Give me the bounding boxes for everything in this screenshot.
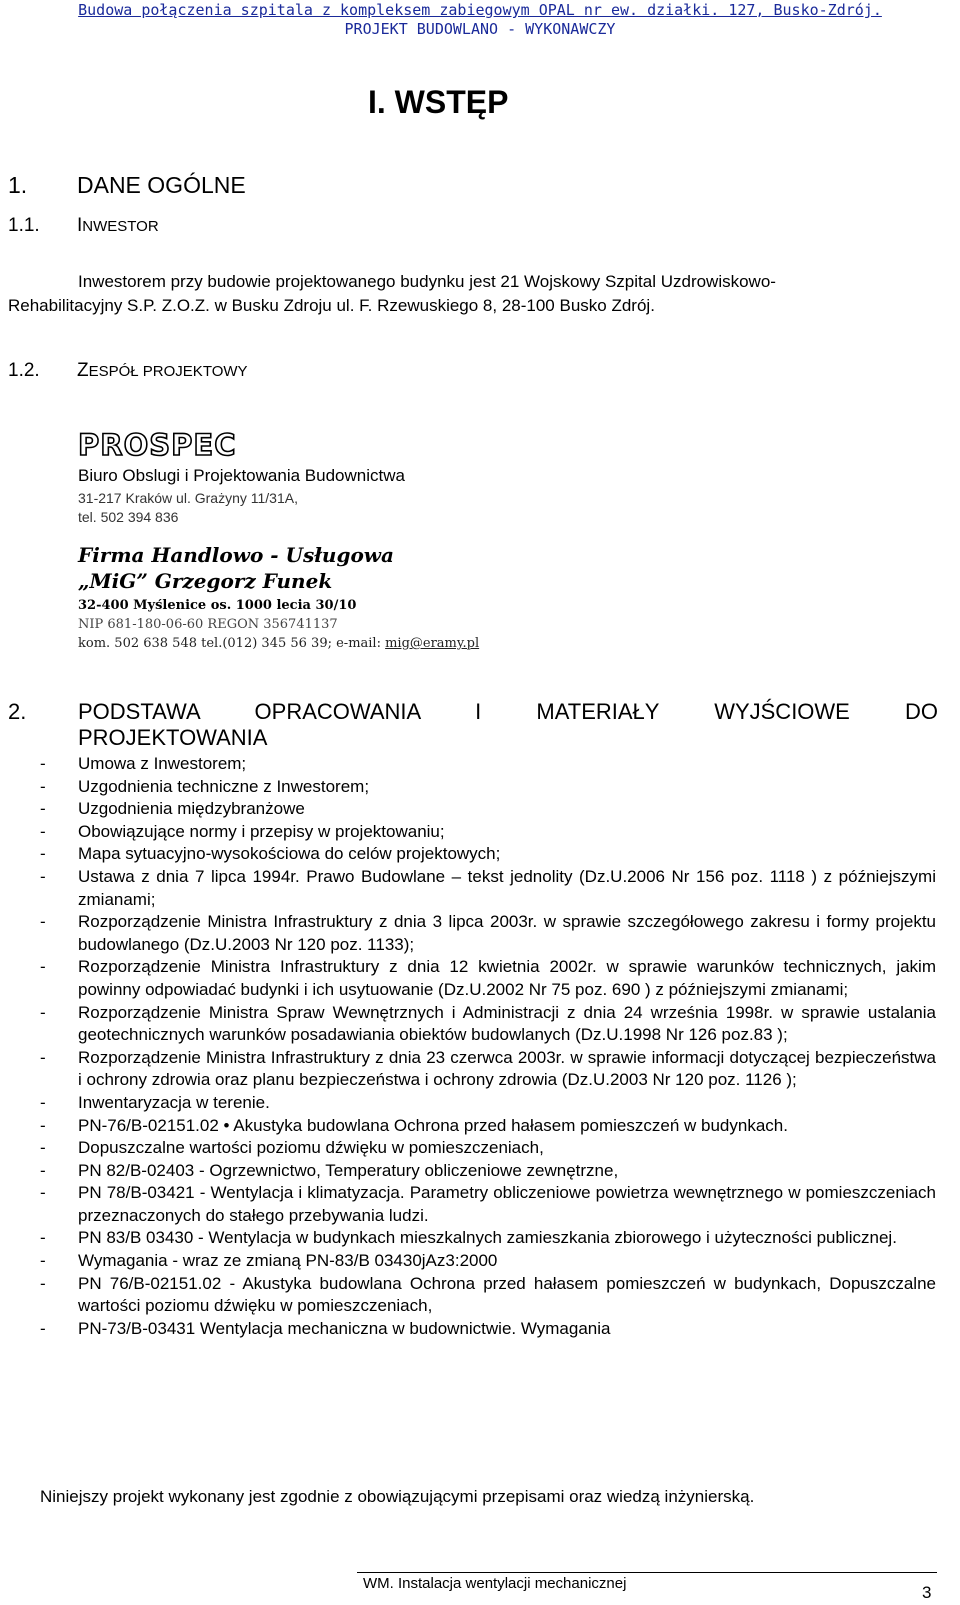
firma-name: „MiG” Grzegorz Funek [78, 569, 333, 593]
footer-divider [357, 1572, 937, 1573]
subsection-1-1-number: 1.1. [8, 215, 40, 236]
subsection-1-2-heading [8, 360, 248, 382]
closing-statement: Niniejszy projekt wykonany jest zgodnie z obowiązującymi przepisami oraz wiedzą inżynierską. [40, 1487, 755, 1506]
prospec-logo: PROSPEC [78, 428, 237, 462]
section-1-title: DANE OGÓLNE [77, 172, 246, 198]
list-item: - PN 78/B-03421 - Wentylacja i klimatyzacja. Parametry obliczeniowe powietrza wewnętrznego w pomieszczeniach przeznaczonych do stałego przebywania ludzi. [36, 1182, 936, 1227]
footer-document-title: WM. Instalacja wentylacji mechanicznej [363, 1575, 627, 1592]
page-number: 3 [922, 1583, 932, 1602]
list-item: - Inwentaryzacja w terenie. [36, 1092, 936, 1115]
subsection-1-1-title: INWESTOR [77, 215, 159, 236]
section-1-heading [8, 172, 246, 199]
firma-contact [78, 636, 479, 651]
list-item: - Mapa sytuacyjno-wysokościowa do celów projektowych; [36, 843, 936, 866]
list-item: - Rozporządzenie Ministra Spraw Wewnętrznych i Administracji z dnia 24 września 1998r. w sprawie ustalania geotechnicznych warunków posadawiania obiektów budowlanych (Dz.U.1998 Nr 126 poz.83 ); [36, 1002, 936, 1047]
source-materials-list [36, 753, 936, 1340]
firma-address: 32-400 Myślenice os. 1000 lecia 30/10 [78, 598, 357, 613]
section-1-number: 1. [8, 172, 28, 198]
firma-phones: kom. 502 638 548 tel.(012) 345 56 39; e-mail: [78, 636, 386, 651]
page-title: I. WSTĘP [368, 84, 509, 120]
investor-line-2: Rehabilitacyjny S.P. Z.O.Z. w Busku Zdroju ul. F. Rzewuskiego 8, 28-100 Busko Zdrój. [8, 296, 655, 315]
list-item: - Wymagania - wraz ze zmianą PN-83/B 03430jAz3:2000 [36, 1250, 936, 1273]
list-item: - PN 82/B-02403 - Ogrzewnictwo, Temperatury obliczeniowe zewnętrzne, [36, 1160, 936, 1183]
list-item: - PN 76/B-02151.02 - Akustyka budowlana Ochrona przed hałasem pomieszczeń w budynkach, Dopuszczalne wartości poziomu dźwięku w pomieszczeniach, [36, 1273, 936, 1318]
section-2-number: 2. [8, 699, 27, 724]
subsection-1-2-title: ZESPÓŁ PROJEKTOWY [77, 360, 248, 381]
prospec-address: 31-217 Kraków ul. Grażyny 11/31A, [78, 490, 298, 506]
firma-email-link[interactable]: mig@eramy.pl [385, 636, 480, 651]
list-item: - Rozporządzenie Ministra Infrastruktury z dnia 23 czerwca 2003r. w sprawie informacji dotyczącej bezpieczeństwa i ochrony zdrowia oraz planu bezpieczeństwa i ochrony zdrowia (Dz.U.2003 Nr 120 poz. 1126 ); [36, 1047, 936, 1092]
list-item: - Ustawa z dnia 7 lipca 1994r. Prawo Budowlane – tekst jednolity (Dz.U.2006 Nr 156 poz. 1118 ) z późniejszymi zmianami; [36, 866, 936, 911]
prospec-company-name: Biuro Obslugi i Projektowania Budownictwa [78, 466, 405, 485]
list-item: - Obowiązujące normy i przepisy w projektowaniu; [36, 821, 936, 844]
header-project-title: Budowa połączenia szpitala z kompleksem zabiegowym OPAL nr ew. działki. 127, Busko-Zdrój. [78, 1, 882, 19]
list-item: - Uzgodnienia techniczne z Inwestorem; [36, 776, 936, 799]
list-item: - Umowa z Inwestorem; [36, 753, 936, 776]
list-item: - Uzgodnienia międzybranżowe [36, 798, 936, 821]
firma-nip-regon: NIP 681-180-06-60 REGON 356741137 [78, 617, 338, 632]
list-item: - Rozporządzenie Ministra Infrastruktury z dnia 3 lipca 2003r. w sprawie szczegółowego zakresu i formy projektu budowlanego (Dz.U.2003 Nr 120 poz. 1133); [36, 911, 936, 956]
investor-line-1: Inwestorem przy budowie projektowanego budynku jest 21 Wojskowy Szpital Uzdrowiskowo- [78, 272, 776, 291]
firma-type: Firma Handlowo - Usługowa [78, 543, 394, 567]
investor-paragraph-cont [8, 295, 938, 317]
list-item: - PN-76/B-02151.02 • Akustyka budowlana Ochrona przed hałasem pomieszczeń w budynkach. [36, 1115, 936, 1138]
list-item: - Rozporządzenie Ministra Infrastruktury z dnia 12 kwietnia 2002r. w sprawie warunków technicznych, jakim powinny odpowiadać budynki i ich usytuowanie (Dz.U.2002 Nr 75 poz. 690 ) z późniejszymi zmianami; [36, 956, 936, 1001]
subsection-1-1-heading [8, 215, 159, 237]
section-2-title-line-2: PROJEKTOWANIA [78, 725, 268, 750]
list-item: - PN-73/B-03431 Wentylacja mechaniczna w budownictwie. Wymagania [36, 1318, 936, 1341]
list-item: - Dopuszczalne wartości poziomu dźwięku w pomieszczeniach, [36, 1137, 936, 1160]
investor-paragraph [78, 271, 938, 293]
subsection-1-2-number: 1.2. [8, 360, 40, 381]
section-2-title-line-1: PODSTAWA OPRACOWANIA I MATERIAŁY WYJŚCIOWE DO [78, 699, 938, 724]
prospec-phone: tel. 502 394 836 [78, 509, 179, 525]
header-project-type: PROJEKT BUDOWLANO - WYKONAWCZY [344, 20, 616, 38]
list-item: - PN 83/B 03430 - Wentylacja w budynkach mieszkalnych zamieszkania zbiorowego i użyteczności publicznej. [36, 1227, 936, 1250]
